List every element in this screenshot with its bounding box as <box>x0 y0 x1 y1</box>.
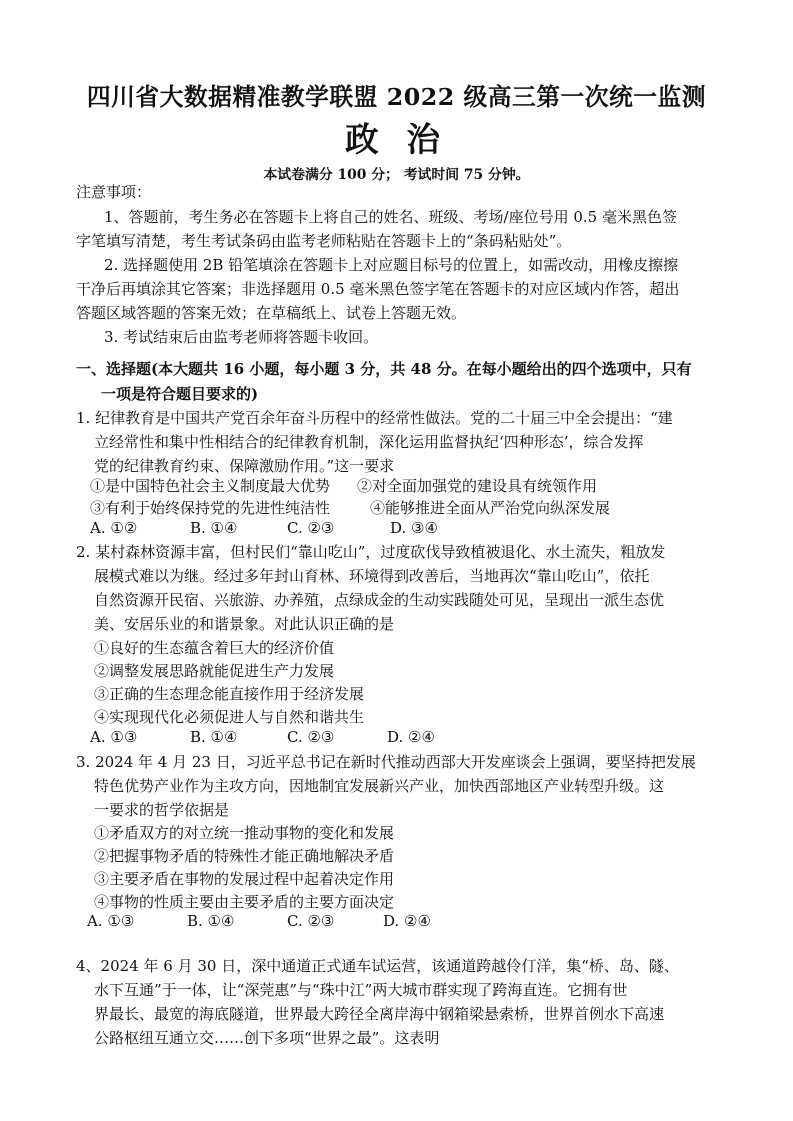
question-3-stem: 特色优势产业作为主攻方向，因地制宜发展新兴产业，加快西部地区产业转型升级。这 <box>94 777 665 795</box>
question-3-statement: ④事物的性质主要由主要矛盾的主要方面决定 <box>94 893 395 911</box>
question-1-option-c: C. ②③ <box>287 519 335 537</box>
question-2-stem: 自然资源开民宿、兴旅游、办养殖，点绿成金的生动实践随处可见，呈现出一派生态优 <box>94 591 665 609</box>
question-2-option-b: B. ①④ <box>190 728 238 746</box>
question-2-statement: ③正确的生态理念能直接作用于经济发展 <box>94 685 365 703</box>
question-3-option-d: D. ②④ <box>383 912 431 930</box>
exam-title: 四川省大数据精准教学联盟 2022 级高三第一次统一监测 <box>86 83 707 111</box>
notice-line: 1、答题前，考生务必在答题卡上将自己的姓名、班级、考场/座位号用 0.5 毫米黑色签 <box>104 208 677 226</box>
section-heading-cont: 一项是符合题目要求的) <box>101 385 259 403</box>
question-3-statement: ③主要矛盾在事物的发展过程中起着决定作用 <box>94 870 395 888</box>
question-1-statement: ④能够推进全面从严治党向纵深发展 <box>370 499 611 517</box>
question-1-statement: ②对全面加强党的建设具有统领作用 <box>357 477 598 495</box>
subject-title: 政 治 <box>345 119 448 159</box>
question-4-stem: 4、2024 年 6 月 30 日，深中通道正式通车试运营，该通道跨越伶仃洋，集“桥、岛、隧、 <box>76 957 679 975</box>
question-4-stem: 界最长、最宽的海底隧道，世界最大跨径全离岸海中钢箱梁悬索桥，世界首例水下高速 <box>94 1005 665 1023</box>
question-1-option-d: D. ③④ <box>390 519 438 537</box>
question-4-stem: 公路枢纽互通立交……创下多项“世界之最”。这表明 <box>94 1029 440 1047</box>
question-2-stem: 美、安居乐业的和谐景象。对此认识正确的是 <box>94 615 395 633</box>
question-1-statement: ①是中国特色社会主义制度最大优势 <box>90 477 331 495</box>
question-2-statement: ④实现现代化必须促进人与自然和谐共生 <box>94 708 365 726</box>
question-2-stem: 展模式难以为继。经过多年封山育林、环境得到改善后，当地再次“靠山吃山”，依托 <box>94 567 650 585</box>
notice-line: 干净后再填涂其它答案；非选择题用 0.5 毫米黑色签字笔在答题卡的对应区域内作答，超出 <box>76 280 680 298</box>
notice-line: 3. 考试结束后由监考老师将答题卡收回。 <box>104 328 379 346</box>
question-3-option-b: B. ①④ <box>187 912 235 930</box>
question-2-option-c: C. ②③ <box>287 728 335 746</box>
question-1-option-b: B. ①④ <box>190 519 238 537</box>
question-3-statement: ②把握事物矛盾的特殊性才能正确地解决矛盾 <box>94 847 395 865</box>
question-3-stem: 一要求的哲学依据是 <box>94 801 230 819</box>
notice-line: 2. 选择题使用 2B 铅笔填涂在答题卡上对应题目标号的位置上，如需改动，用橡皮擦擦 <box>104 256 679 274</box>
notice-heading: 注意事项： <box>76 183 152 201</box>
question-2-option-a: A. ①③ <box>90 728 138 746</box>
question-1-stem: 党的纪律教育约束、保障激励作用。”这一要求 <box>94 457 395 475</box>
notice-line: 字笔填写清楚，考生考试条码由监考老师粘贴在答题卡上的“条码粘贴处”。 <box>76 232 572 250</box>
question-3-stem: 3. 2024 年 4 月 23 日，习近平总书记在新时代推动西部大开发座谈会上强调，要坚持把发展 <box>76 753 696 771</box>
question-1-option-a: A. ①② <box>90 519 138 537</box>
question-1-stem: 1. 纪律教育是中国共产党百余年奋斗历程中的经常性做法。党的二十届三中全会提出：“建 <box>76 409 673 427</box>
exam-info: 本试卷满分 100 分； 考试时间 75 分钟。 <box>263 167 530 183</box>
section-heading: 一、选择题(本大题共 16 小题，每小题 3 分，共 48 分。在每小题给出的四个选项中，只有 <box>76 360 692 378</box>
question-1-stem: 立经常性和集中性相结合的纪律教育机制，深化运用监督执纪‘四种形态’，综合发挥 <box>94 433 644 451</box>
question-2-option-d: D. ②④ <box>387 728 435 746</box>
question-3-option-a: A. ①③ <box>87 912 135 930</box>
question-2-statement: ②调整发展思路就能促进生产力发展 <box>94 662 335 680</box>
question-1-statement: ③有利于始终保持党的先进性纯洁性 <box>90 499 331 517</box>
question-4-stem: 水下互通”于一体，让“深莞惠”与“珠中江”两大城市群实现了跨海直连。它拥有世 <box>94 981 628 999</box>
question-2-stem: 2. 某村森林资源丰富，但村民们“靠山吃山”，过度砍伐导致植被退化、水土流失，粗放发 <box>76 543 666 561</box>
question-3-statement: ①矛盾双方的对立统一推动事物的变化和发展 <box>94 824 395 842</box>
notice-line: 答题区域答题的答案无效；在草稿纸上、试卷上答题无效。 <box>76 304 467 322</box>
question-2-statement: ①良好的生态蕴含着巨大的经济价值 <box>94 639 335 657</box>
question-3-option-c: C. ②③ <box>287 912 335 930</box>
